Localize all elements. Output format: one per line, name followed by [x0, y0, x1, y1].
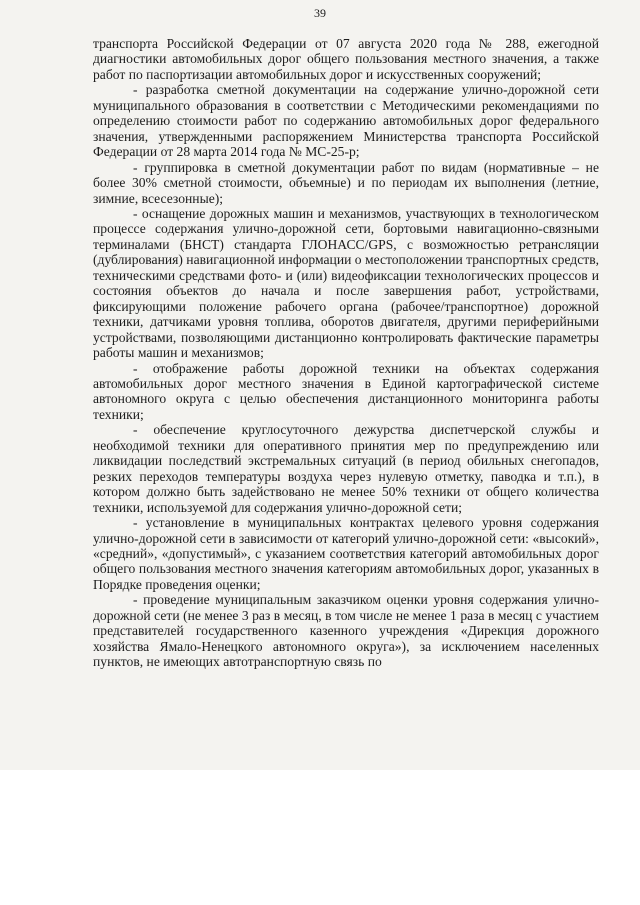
paragraph-machine-equipment: - оснащение дорожных машин и механизмов, участвующих в технологическом процессе содержания улично-дорожной сети, бортовыми навигационно-связными терминалами (БНСТ) стандарта ГЛОНАСС/GPS, с возможностью ретрансляции (дублирования) навигационной информации о местоположении транспортных средств, техническими средствами фото- и (или) видеофиксации технологических процессов и состояния объектов до начала и после завершения работ, устройствами, фиксирующими положение рабочего органа (рабочее/транспортное) дорожной техники, датчиками уровня топлива, оборотов двигателя, другими периферийными устройствами, позволяющими дистанционно контролировать фактические параметры работы машин и механизмов; — [93, 205, 600, 361]
paragraph-assessment: - проведение муниципальным заказчиком оценки уровня содержания улично-дорожной сети (не менее 3 раз в месяц, в том числе не менее 1 раза в месяц с участием представителей государственного казенного учреждения «Дирекция дорожного хозяйства Ямало-Ненецкого автономного округа»), за исключением населенных пунктов, не имеющих автотранспортную связь по — [93, 592, 599, 670]
page-number: 39 — [314, 6, 326, 20]
blank-area — [0, 770, 640, 905]
paragraph-work-grouping: - группировка в сметной документации работ по видам (нормативные – не более 30% сметной стоимости, объемные) и по периодам их выполнения (летние, зимние, всесезонные); — [93, 159, 599, 206]
paragraph-target-level: - установление в муниципальных контрактах целевого уровня содержания улично-дорожной сети в зависимости от категорий улично-дорожной сети: «высокий», «средний», «допустимый», с указанием соответствия категорий автомобильных дорог общего пользования местного значения категориям автомобильных дорог, указанных в Порядке проведения оценки; — [93, 515, 599, 592]
paragraph-estimate-documentation: - разработка сметной документации на содержание улично-дорожной сети муниципального образования в соответствии с Методическими рекомендациями по определению стоимости работ по содержанию автомобильных дорог федерального значения, утвержденными распоряжением Министерства транспорта Российской Федерации от 28 марта 2014 года № МС-25-р; — [93, 82, 599, 160]
page-body — [93, 36, 599, 670]
paragraph-dispatch-duty: - обеспечение круглосуточного дежурства диспетчерской службы и необходимой техники для оперативного принятия мер по предупреждению или ликвидации последствий экстремальных ситуаций (в период обильных снегопадов, резких переходов температуры воздуха через нулевую отметку, паводка и т.п.), в котором должно быть задействовано не менее 50% техники от общего количества техники, используемой для содержания улично-дорожной сети; — [93, 422, 599, 515]
paragraph-map-display: - отображение работы дорожной техники на объектах содержания автомобильных дорог местного значения в Единой картографической системе автономного округа с целью обеспечения дистанционного мониторинга работы техники; — [93, 360, 599, 422]
paragraph-continuation: транспорта Российской Федерации от 07 августа 2020 года № 288, ежегодной диагностики автомобильных дорог общего пользования местного значения, а также работ по паспортизации автомобильных дорог и искусственных сооружений; — [93, 36, 599, 82]
